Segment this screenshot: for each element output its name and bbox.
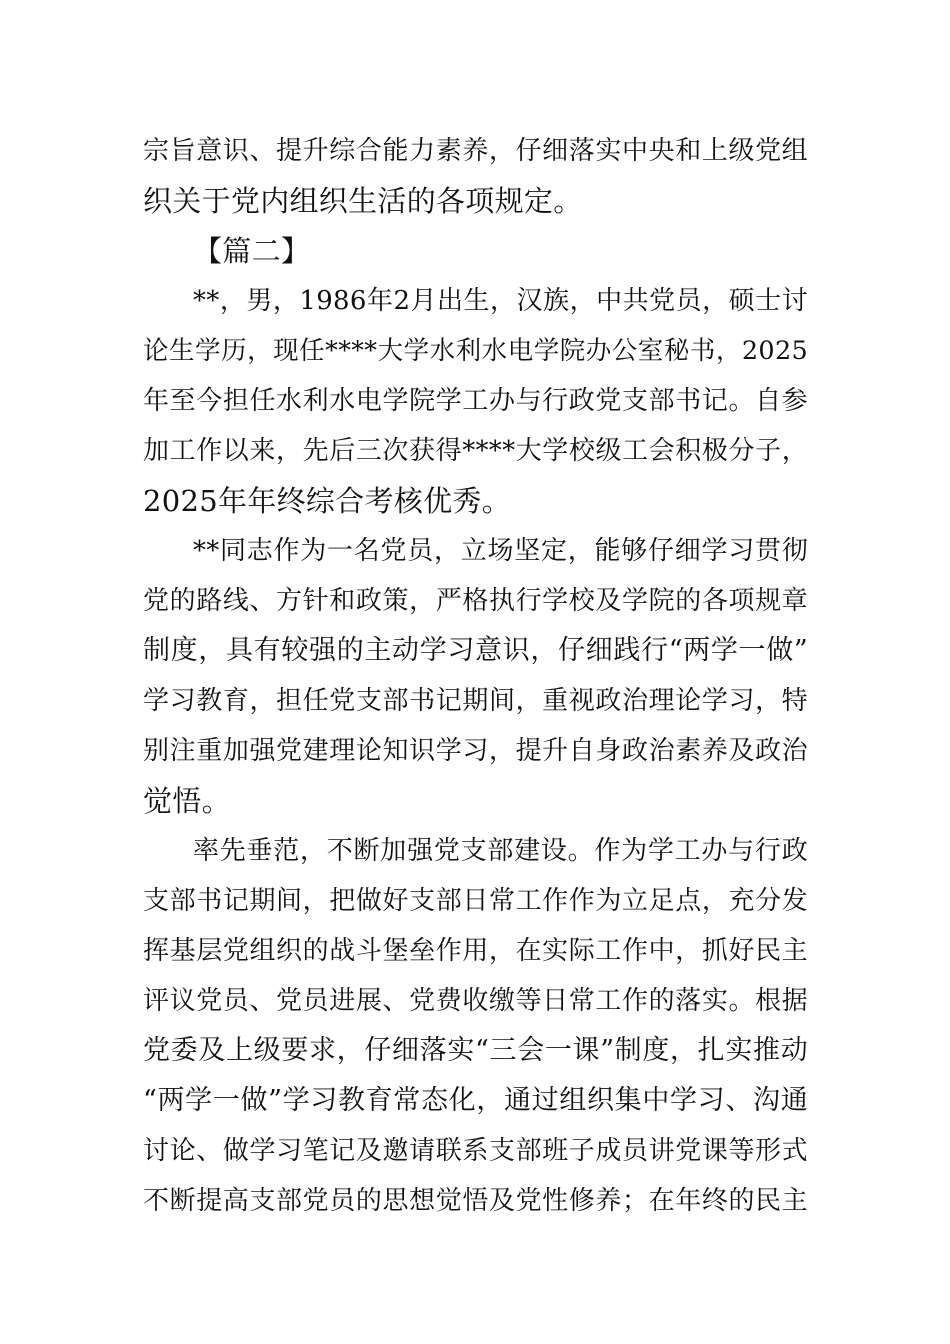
text-line: 学习教育，担任党支部书记期间，重视政治理论学习，特 — [143, 686, 808, 716]
text-line: 讨论、做学习笔记及邀请联系支部班子成员讲党课等形式 — [143, 1136, 808, 1166]
text-line: 评议党员、党员进展、党费收缴等日常工作的落实。根据 — [143, 986, 808, 1016]
text-line: 制度，具有较强的主动学习意识，仔细践行“两学一做” — [143, 635, 808, 666]
section-heading: 【篇二】 — [193, 234, 311, 268]
text-line: **同志作为一名党员，立场坚定，能够仔细学习贯彻 — [193, 536, 808, 566]
text-line: 论生学历，现任****大学水利水电学院办公室秘书，2025 — [143, 336, 808, 366]
text-line: 不断提高支部党员的思想觉悟及党性修养；在年终的民主 — [143, 1186, 808, 1216]
text-line: 率先垂范，不断加强党支部建设。作为学工办与行政 — [193, 836, 808, 866]
text-line: 党委及上级要求，仔细落实“三会一课”制度，扎实推动 — [143, 1035, 808, 1066]
text-line: 年至今担任水利水电学院学工办与行政党支部书记。自参 — [143, 386, 808, 416]
text-line: 加工作以来，先后三次获得****大学校级工会积极分子， — [143, 436, 808, 466]
text-line: 别注重加强党建理论知识学习，提升自身政治素养及政治 — [143, 736, 808, 766]
text-line: 挥基层党组织的战斗堡垒作用，在实际工作中，抓好民主 — [143, 936, 808, 966]
text-line: 2025年年终综合考核优秀。 — [143, 484, 512, 518]
text-line: “两学一做”学习教育常态化，通过组织集中学习、沟通 — [143, 1085, 808, 1116]
text-line: **，男，1986年2月出生，汉族，中共党员，硕士讨 — [193, 286, 808, 316]
text-line: 宗旨意识、提升综合能力素养，仔细落实中央和上级党组 — [143, 136, 808, 166]
text-line: 觉悟。 — [143, 784, 231, 818]
text-line: 织关于党内组织生活的各项规定。 — [143, 184, 583, 218]
text-line: 支部书记期间，把做好支部日常工作作为立足点，充分发 — [143, 886, 808, 916]
text-line: 党的路线、方针和政策，严格执行学校及学院的各项规章 — [143, 586, 808, 616]
